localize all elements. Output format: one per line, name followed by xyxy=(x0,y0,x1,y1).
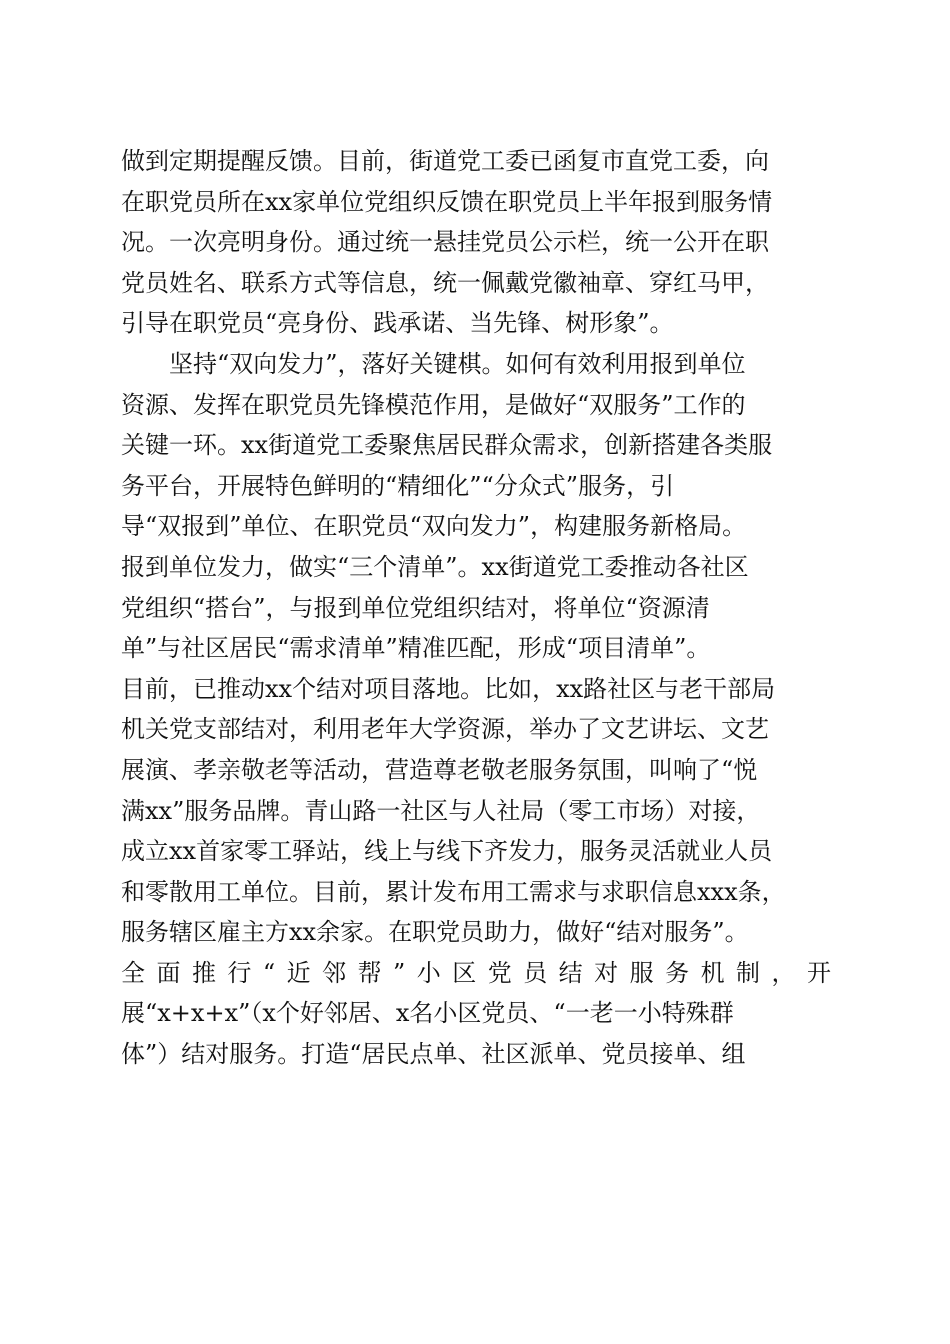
text-line: 关键一环。xx街道党工委聚焦居民群众需求，创新搭建各类服 xyxy=(121,431,773,460)
text-line: 报到单位发力，做实“三个清单”。xx街道党工委推动各社区 xyxy=(121,552,749,581)
text-line: 成立xx首家零工驿站，线上与线下齐发力，服务灵活就业人员 xyxy=(121,837,773,866)
text-line: 资源、发挥在职党员先锋模范作用，是做好“双服务”工作的 xyxy=(121,390,746,419)
text-line: 展演、孝亲敬老等活动，营造尊老敬老服务氛围，叫响了“悦 xyxy=(121,755,758,784)
text-line: 机关党支部结对，利用老年大学资源，举办了文艺讲坛、文艺 xyxy=(121,715,769,744)
text-line: 单”与社区居民“需求清单”精准匹配，形成“项目清单”。 xyxy=(121,634,711,663)
text-line: 体”）结对服务。打造“居民点单、社区派单、党员接单、组 xyxy=(121,1040,746,1069)
text-line: 和零散用工单位。目前，累计发布用工需求与求职信息xxx条， xyxy=(121,877,786,906)
text-line: 引导在职党员“亮身份、践承诺、当先锋、树形象”。 xyxy=(121,309,674,338)
text-line: 目前，已推动xx个结对项目落地。比如，xx路社区与老干部局 xyxy=(121,674,776,703)
text-line: 展“x+x+x”（x个好邻居、x名小区党员、“一老一小特殊群 xyxy=(121,999,734,1028)
text-line: 况。一次亮明身份。通过统一悬挂党员公示栏，统一公开在职 xyxy=(121,228,769,257)
text-line: 服务辖区雇主方xx余家。在职党员助力，做好“结对服务”。 xyxy=(121,918,749,947)
text-line: 党组织“搭台”，与报到单位党组织结对，将单位“资源清 xyxy=(121,593,710,622)
text-line: 做到定期提醒反馈。目前，街道党工委已函复市直党工委，向 xyxy=(121,147,769,175)
text-line: 党员姓名、联系方式等信息，统一佩戴党徽袖章、穿红马甲， xyxy=(121,268,769,297)
text-line: 导“双报到”单位、在职党员“双向发力”，构建服务新格局。 xyxy=(121,512,747,541)
text-line: 在职党员所在xx家单位党组织反馈在职党员上半年报到服务情 xyxy=(121,187,773,216)
text-line: 务平台，开展特色鲜明的“精细化”“分众式”服务，引 xyxy=(121,471,675,500)
text-line: 满xx”服务品牌。青山路一社区与人社局（零工市场）对接， xyxy=(121,796,761,825)
document-body xyxy=(121,141,831,1075)
paragraph-first-line: 坚持“双向发力”，落好关键棋。如何有效利用报到单位 xyxy=(169,349,746,378)
text-line: 全面推行“近邻帮”小区党员结对服务机制，开 xyxy=(121,958,831,987)
